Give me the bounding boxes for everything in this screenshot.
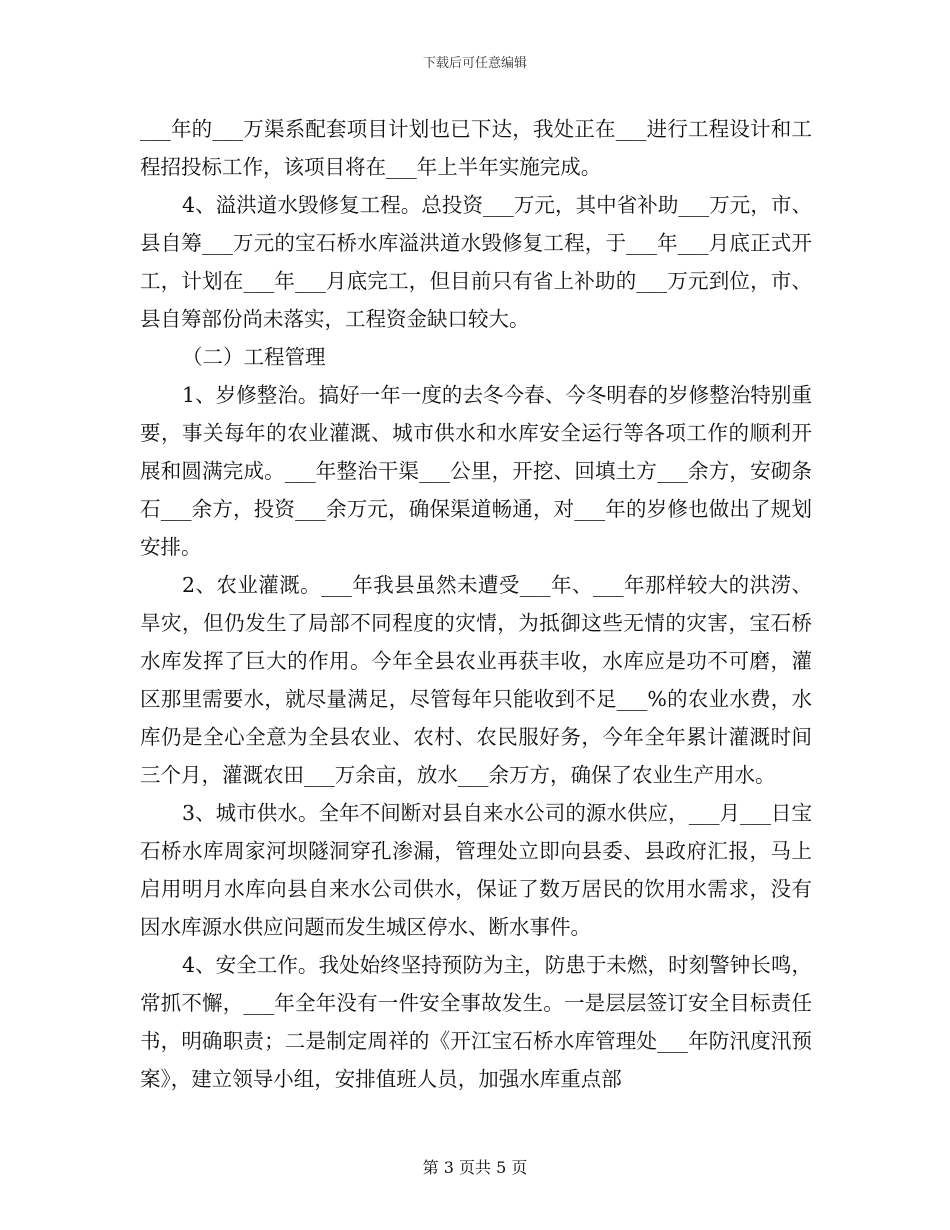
page-header: 下载后可任意编辑 <box>422 56 527 71</box>
paragraph-3: 1、岁修整治。搞好一年一度的去冬今春、今冬明春的岁修整治特别重要，事关每年的农业灌溉、城市供水和水库安全运行等各项工作的顺利开展和圆满完成。___年整治干渠___公里，开挖、回填土方___余方，安砌条石___余方，投资___余万元，确保渠道畅通，对___年的岁修也做出了规划安排。 <box>140 383 812 559</box>
page-footer: 第 3 页共 5 页 <box>422 1158 528 1177</box>
section-heading: （二）工程管理 <box>182 345 326 369</box>
paragraph-4: 2、农业灌溉。___年我县虽然未遭受___年、___年那样较大的洪涝、旱灾，但仍发生了局部不同程度的灾情，为抵御这些无情的灾害，宝石桥水库发挥了巨大的作用。今年全县农业再获丰收，水库应是功不可磨，灌区那里需要水，就尽量满足，尽管每年只能收到不足___%的农业水费，水库仍是全心全意为全县农业、农村、农民服好务，今年全年累计灌溉时间三个月，灌溉农田___万余亩，放水___余万方，确保了农业生产用水。 <box>140 573 812 787</box>
paragraph-1: ___年的___万渠系配套项目计划也已下达，我处正在___进行工程设计和工程招投标工作，该项目将在___年上半年实施完成。 <box>140 117 812 179</box>
paragraph-5: 3、城市供水。全年不间断对县自来水公司的源水供应，___月___日宝石桥水库周家河坝隧洞穿孔渗漏，管理处立即向县委、县政府汇报，马上启用明月水库向县自来水公司供水，保证了数万居民的饮用水需求，没有因水库源水供应问题而发生城区停水、断水事件。 <box>140 801 812 939</box>
paragraph-2: 4、溢洪道水毁修复工程。总投资___万元，其中省补助___万元，市、县自筹___万元的宝石桥水库溢洪道水毁修复工程，于___年___月底正式开工，计划在___年___月底完工，但目前只有省上补助的___万元到位，市、县自筹部份尚未落实，工程资金缺口较大。 <box>140 193 812 331</box>
paragraph-6: 4、安全工作。我处始终坚持预防为主，防患于未燃，时刻警钟长鸣，常抓不懈，___年全年没有一件安全事故发生。一是层层签订安全目标责任书，明确职责；二是制定周祥的《开江宝石桥水库管理处___年防汛度汛预案》，建立领导小组，安排值班人员，加强水库重点部 <box>140 953 812 1091</box>
document-body <box>140 110 812 1098</box>
